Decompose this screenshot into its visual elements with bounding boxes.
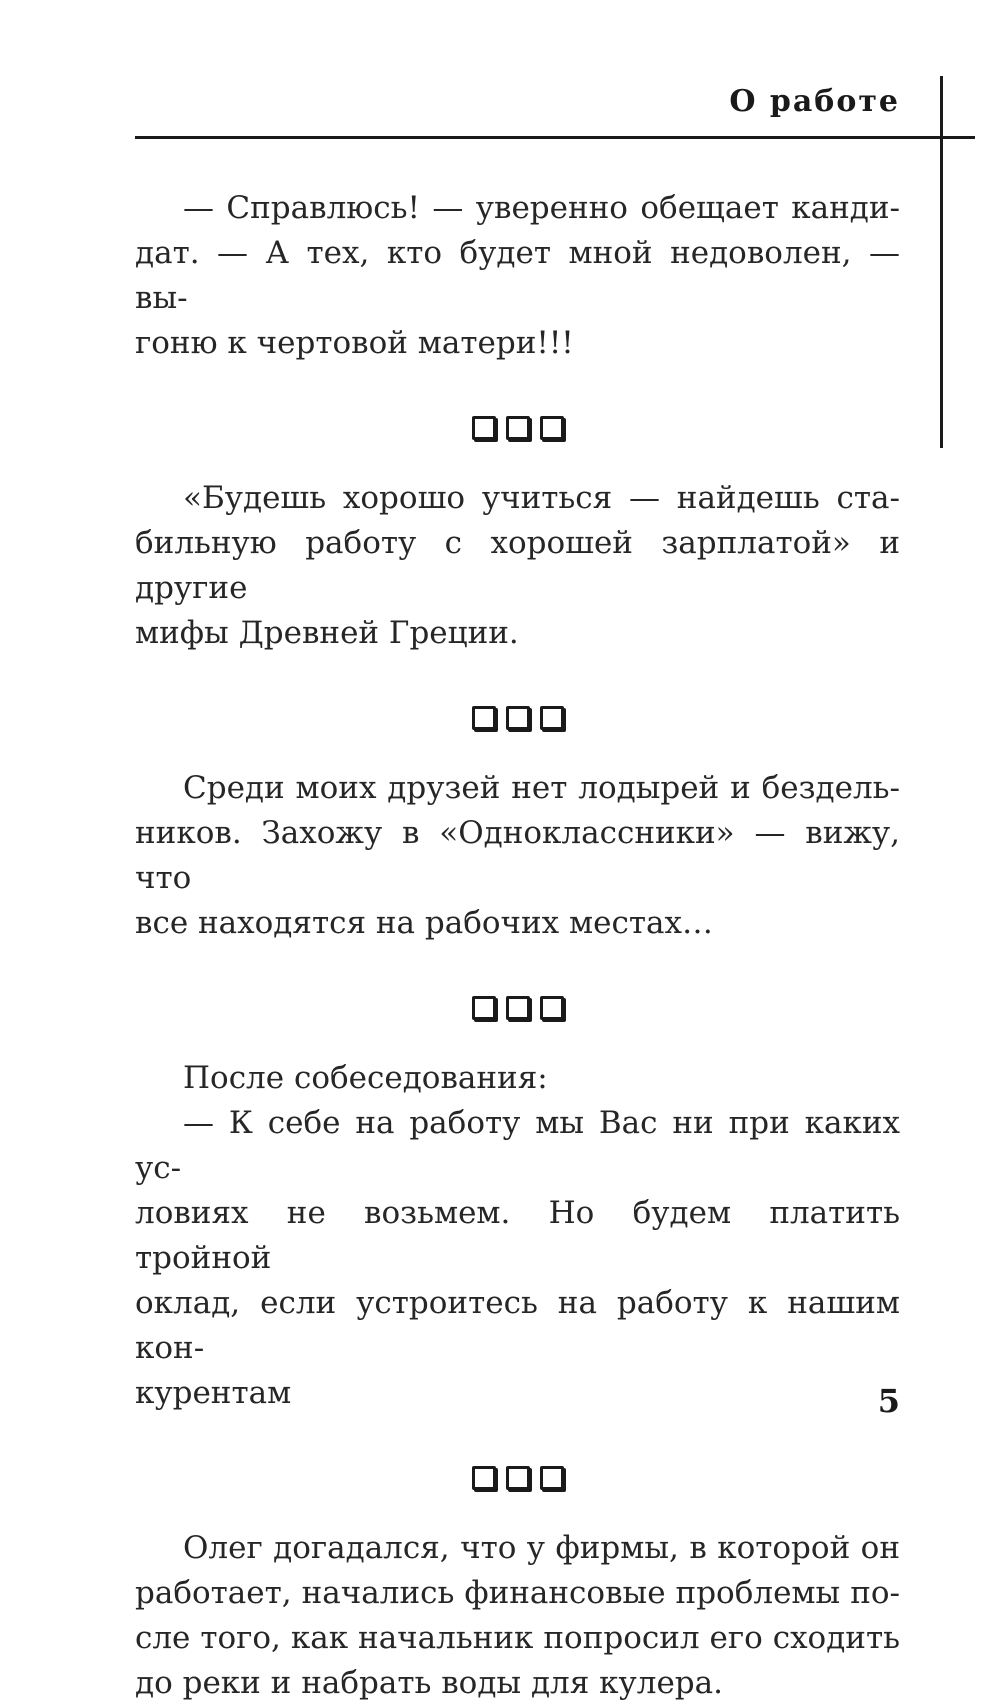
joke-line: «Будешь хорошо учиться — найдешь ста-	[183, 480, 900, 516]
separator	[135, 996, 900, 1020]
joke-line: Среди моих друзей нет лодырей и бездель-	[183, 770, 900, 806]
separator-box-icon	[540, 1466, 564, 1490]
separator-box-icon	[472, 416, 496, 440]
separator	[135, 1466, 900, 1490]
joke-1	[135, 186, 900, 366]
page-content	[135, 186, 900, 1706]
joke-line: дат. — А тех, кто будет мной недоволен, — вы-	[135, 235, 900, 316]
separator-box-icon	[540, 706, 564, 730]
header-rule	[135, 136, 975, 139]
separator-box-icon	[540, 416, 564, 440]
page-number: 5	[877, 1382, 900, 1420]
separator	[135, 706, 900, 730]
joke-line: сле того, как начальник попросил его сходить	[135, 1620, 900, 1656]
joke-line: курентам	[135, 1375, 292, 1411]
joke-line: ловиях не возьмем. Но будем платить тройной	[135, 1195, 900, 1276]
joke-line: — Справлюсь! — уверенно обещает канди-	[183, 190, 900, 226]
joke-5	[135, 1526, 900, 1706]
joke-line: Олег догадался, что у фирмы, в которой он	[183, 1530, 900, 1566]
separator-box-icon	[506, 1466, 530, 1490]
separator-box-icon	[540, 996, 564, 1020]
separator-box-icon	[472, 996, 496, 1020]
joke-line: ников. Захожу в «Одноклассники» — вижу, что	[135, 815, 900, 896]
separator-box-icon	[506, 416, 530, 440]
separator-box-icon	[506, 996, 530, 1020]
joke-line: до реки и набрать воды для кулера.	[135, 1665, 723, 1701]
separator-box-icon	[472, 1466, 496, 1490]
side-rule	[940, 76, 943, 448]
joke-4	[135, 1056, 900, 1416]
separator	[135, 416, 900, 440]
joke-line: все находятся на рабочих местах…	[135, 905, 713, 941]
joke-line: оклад, если устроитесь на работу к нашим кон-	[135, 1285, 900, 1366]
separator-box-icon	[506, 706, 530, 730]
running-header-title: О работе	[729, 84, 900, 119]
joke-line: работает, начались финансовые проблемы по-	[135, 1575, 900, 1611]
joke-2	[135, 476, 900, 656]
joke-line: бильную работу с хорошей зарплатой» и другие	[135, 525, 900, 606]
joke-line: мифы Древней Греции.	[135, 615, 519, 651]
joke-3	[135, 766, 900, 946]
separator-box-icon	[472, 706, 496, 730]
joke-line: гоню к чертовой матери!!!	[135, 325, 574, 361]
joke-intro: После собеседования:	[183, 1060, 548, 1096]
joke-line: — К себе на работу мы Вас ни при каких ус-	[135, 1105, 900, 1186]
